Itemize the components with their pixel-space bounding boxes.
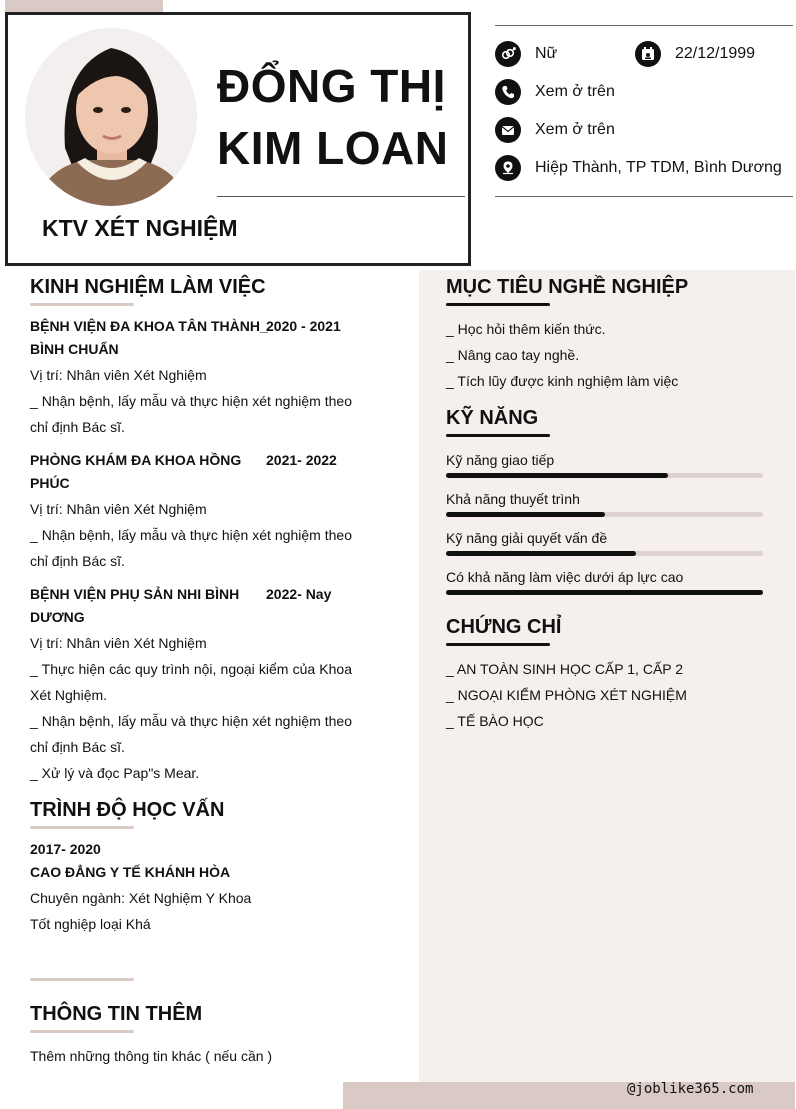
profile-photo — [25, 28, 197, 206]
job-2-period: 2021- 2022 — [266, 452, 337, 468]
job-title: KTV XÉT NGHIỆM — [42, 215, 238, 241]
skill-fill-3 — [446, 551, 636, 556]
certificates-underline — [446, 643, 550, 646]
skill-label-1: Kỹ năng giao tiếp — [446, 452, 555, 468]
email-value: Xem ở trên — [535, 121, 615, 138]
mail-icon — [495, 117, 521, 143]
objective-underline — [446, 303, 550, 306]
skill-fill-1 — [446, 473, 668, 478]
education-period: 2017- 2020 — [30, 841, 101, 857]
phone-value: Xem ở trên — [535, 83, 615, 100]
gender-icon — [495, 41, 521, 67]
calendar-icon — [635, 41, 661, 67]
skill-bar-4 — [446, 590, 763, 595]
job-3-period: 2022- Nay — [266, 586, 332, 602]
skill-label-2: Khả năng thuyết trình — [446, 491, 580, 507]
education-title: TRÌNH ĐỘ HỌC VẤN — [30, 799, 225, 821]
contact-bottom-divider — [495, 196, 793, 197]
extra-title: THÔNG TIN THÊM — [30, 1003, 203, 1025]
skill-bar-3 — [446, 551, 763, 556]
education-major: Chuyên ngành: Xét Nghiệm Y Khoa — [30, 890, 252, 906]
job-1-org: BỆNH VIỆN ĐA KHOA TÂN THÀNH_ BÌNH CHUẨN — [30, 318, 268, 357]
objective-item-1: _ Học hỏi thêm kiến thức. — [446, 321, 606, 337]
gender-value: Nữ — [535, 45, 558, 62]
skills-underline — [446, 434, 550, 437]
job-2-duty: _ Nhận bệnh, lấy mẫu và thực hiện xét nghiệm theo chỉ định Bác sĩ. — [30, 527, 352, 569]
skill-fill-2 — [446, 512, 605, 517]
job-3-position: Vị trí: Nhân viên Xét Nghiệm — [30, 635, 207, 651]
certificate-1: _ AN TOÀN SINH HỌC CẤP 1, CẤP 2 — [446, 661, 684, 677]
footer-watermark: @joblike365.com — [627, 1081, 754, 1097]
experience-title: KINH NGHIỆM LÀM VIỆC — [30, 276, 266, 298]
job-3-duty-2: _ Nhận bệnh, lấy mẫu và thực hiện xét nghiệm theo chỉ định Bác sĩ. — [30, 713, 352, 755]
skills-title: KỸ NĂNG — [446, 407, 539, 429]
experience-underline — [30, 303, 134, 306]
job-3-org: BỆNH VIỆN PHỤ SẢN NHI BÌNH DƯƠNG — [30, 586, 240, 625]
address-value: Hiệp Thành, TP TDM, Bình Dương — [535, 159, 782, 176]
contact-top-divider — [495, 25, 793, 26]
name-line-1: ĐỔNG THỊ — [217, 60, 446, 112]
name-divider — [217, 196, 465, 197]
certificate-3: _ TẾ BÀO HỌC — [446, 713, 544, 729]
job-2-position: Vị trí: Nhân viên Xét Nghiệm — [30, 501, 207, 517]
location-pin-icon — [495, 155, 521, 181]
education-underline — [30, 826, 134, 829]
phone-icon — [495, 79, 521, 105]
certificate-2: _ NGOẠI KIỂM PHÒNG XÉT NGHIỆM — [446, 687, 687, 703]
skill-bar-1 — [446, 473, 763, 478]
job-1-duty: _ Nhận bệnh, lấy mẫu và thực hiện xét nghiệm theo chỉ định Bác sĩ. — [30, 393, 352, 435]
name-line-2: KIM LOAN — [217, 122, 449, 174]
job-3-duty-1: _ Thực hiện các quy trình nội, ngoại kiểm của Khoa Xét Nghiệm. — [30, 661, 352, 703]
education-school: CAO ĐẲNG Y TẾ KHÁNH HÒA — [30, 864, 231, 880]
certificates-title: CHỨNG CHỈ — [446, 616, 562, 638]
skill-label-3: Kỹ năng giải quyết vấn đề — [446, 530, 608, 546]
skill-label-4: Có khả năng làm việc dưới áp lực cao — [446, 569, 684, 585]
job-2-org: PHÒNG KHÁM ĐA KHOA HỒNG PHÚC — [30, 452, 242, 491]
skill-bar-2 — [446, 512, 763, 517]
candidate-name — [217, 55, 448, 179]
job-1-period: 2020 - 2021 — [266, 318, 341, 334]
extra-underline — [30, 1030, 134, 1033]
dob-value: 22/12/1999 — [675, 45, 756, 62]
objective-item-2: _ Nâng cao tay nghề. — [446, 347, 580, 363]
extra-top-line — [30, 978, 134, 981]
job-3-duty-3: _ Xử lý và đọc Pap"s Mear. — [30, 765, 200, 781]
skill-fill-4 — [446, 590, 763, 595]
objective-title: MỤC TIÊU NGHỀ NGHIỆP — [446, 276, 689, 298]
education-grade: Tốt nghiệp loại Khá — [30, 916, 151, 932]
extra-text: Thêm những thông tin khác ( nếu cần ) — [30, 1048, 273, 1064]
job-1-position: Vị trí: Nhân viên Xét Nghiệm — [30, 367, 207, 383]
objective-item-3: _ Tích lũy được kinh nghiệm làm việc — [446, 373, 679, 389]
